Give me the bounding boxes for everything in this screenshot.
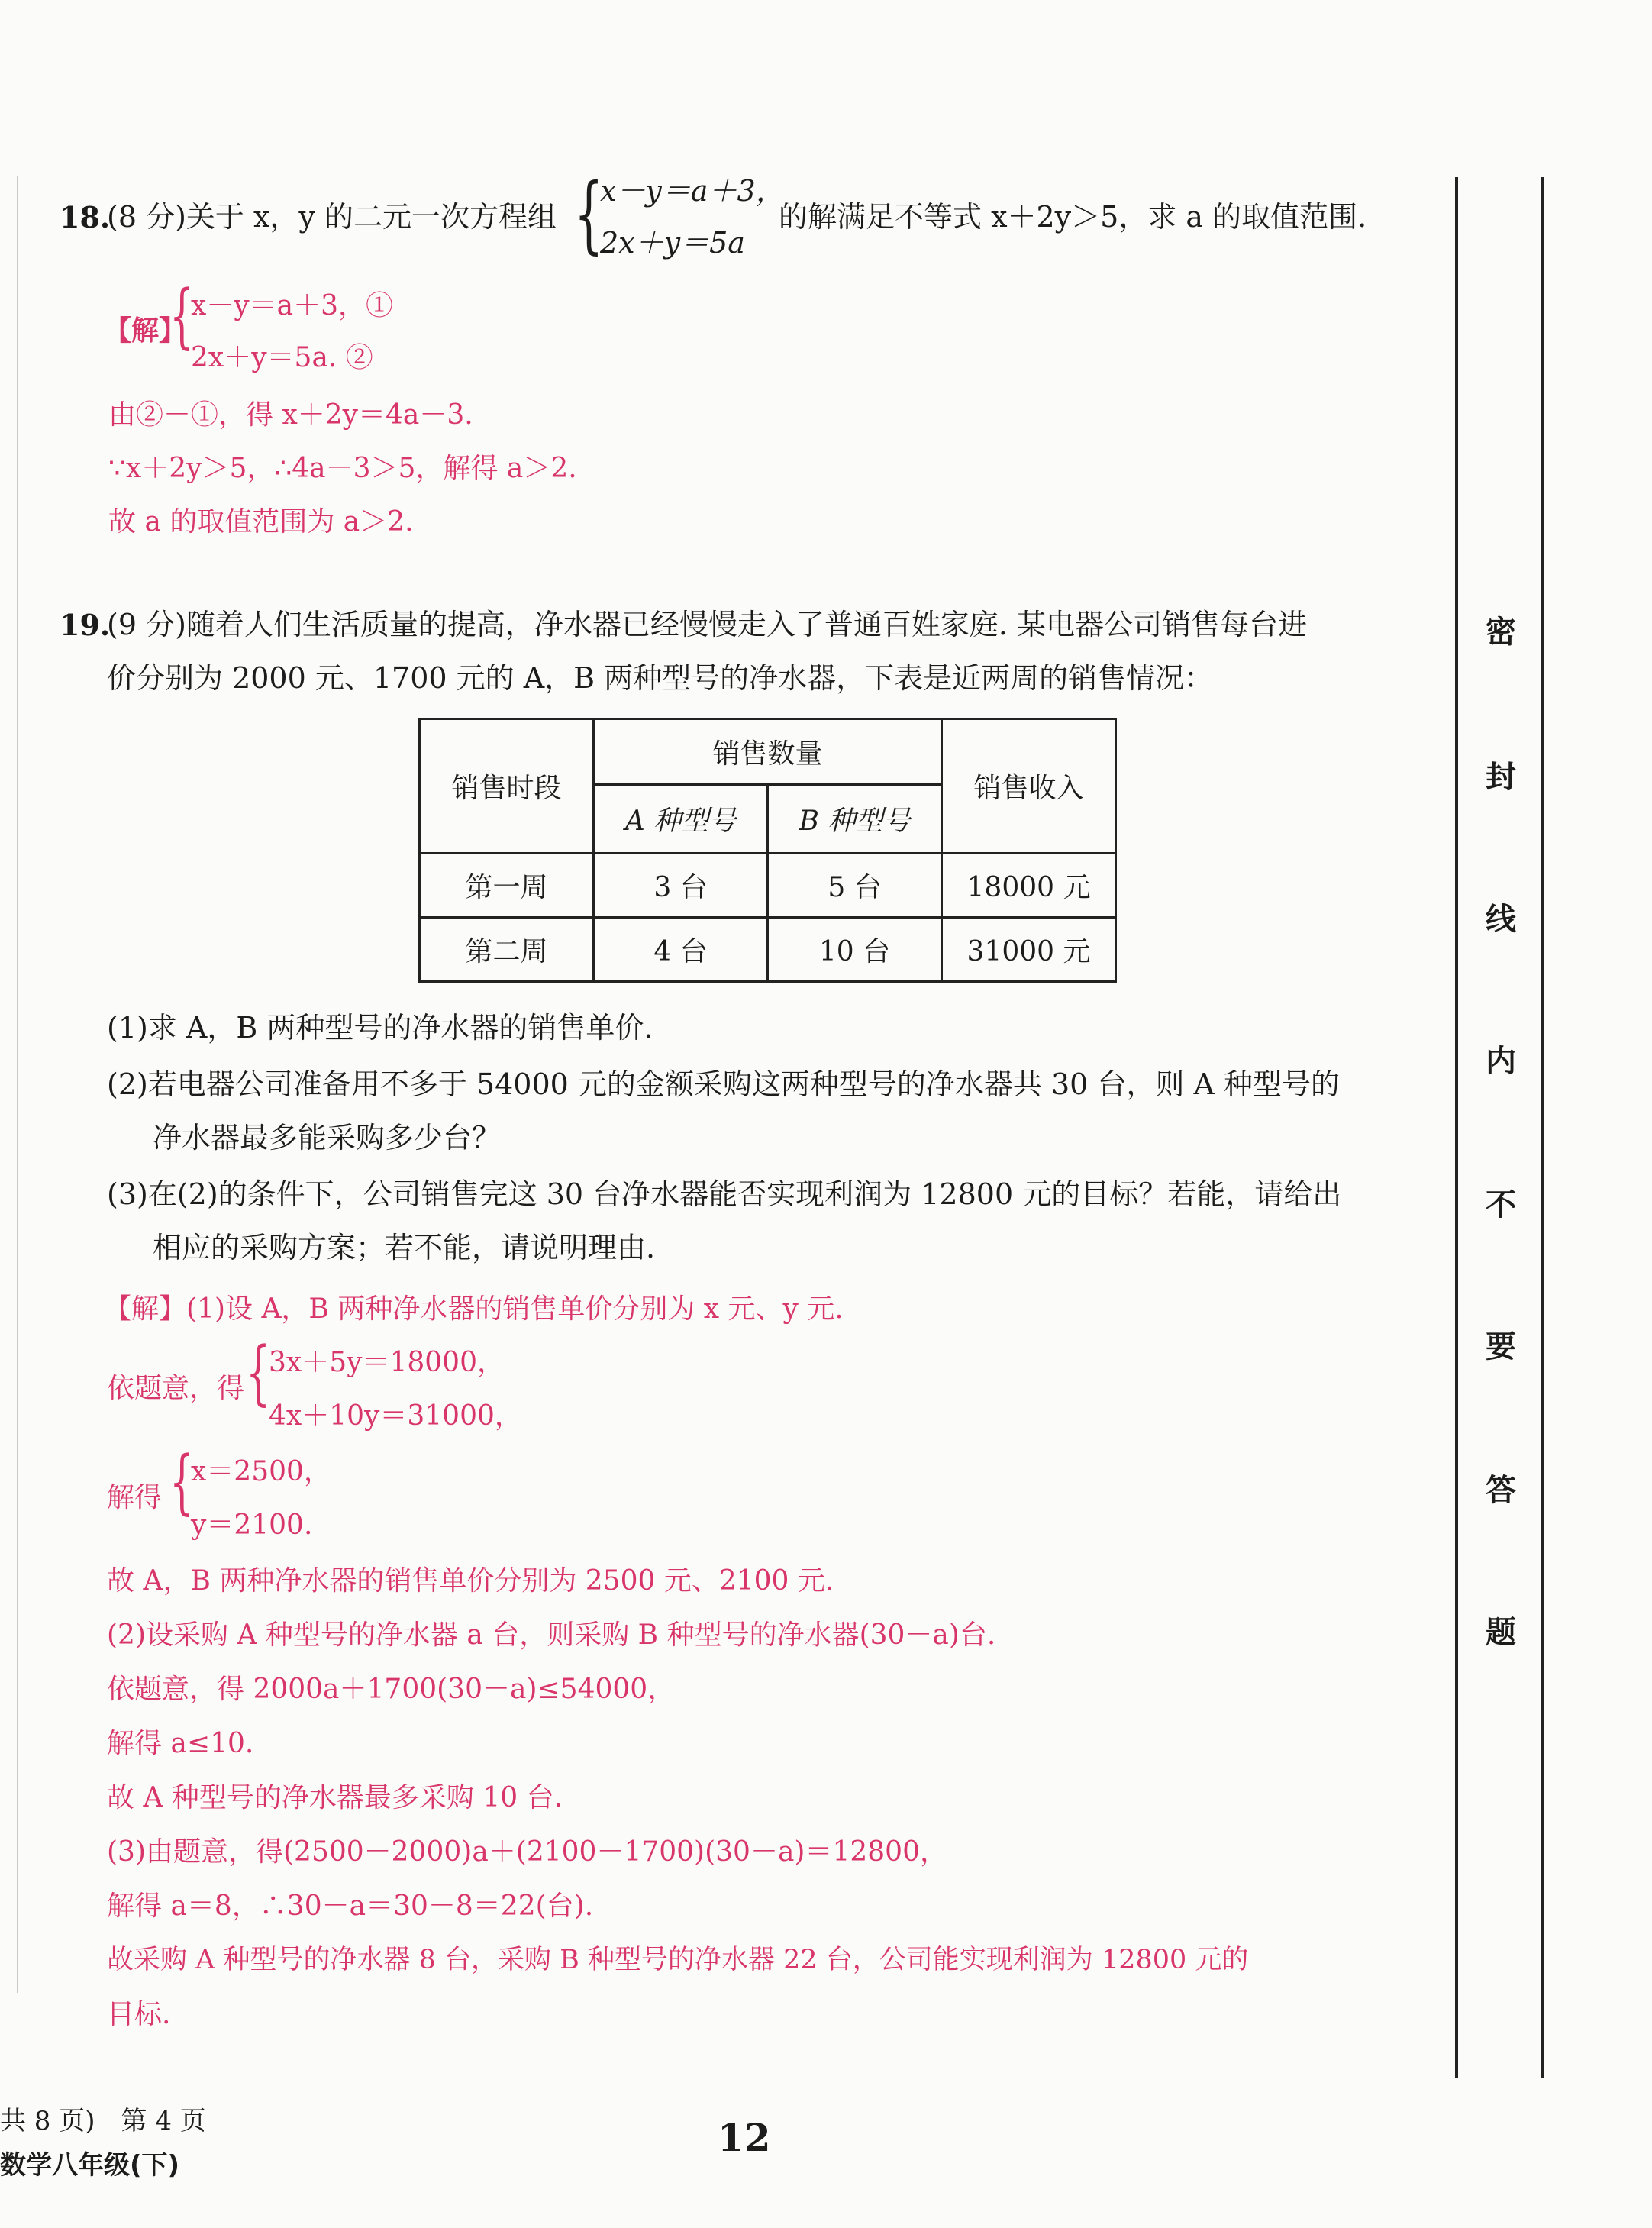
a19-line-8: 解得 a＝8，∴30－a＝30－8＝22(台). — [107, 1891, 594, 1922]
seal-char: 题 — [1486, 1615, 1516, 1650]
q19-part-2a: (2)若电器公司准备用不多于 54000 元的金额采购这两种型号的净水器共 30 台，则 A 种型号的 — [107, 1067, 1340, 1101]
a19-line-3: (2)设采购 A 种型号的净水器 a 台，则采购 B 种型号的净水器(30－a)台. — [107, 1619, 996, 1651]
cell-period: 第一周 — [420, 854, 594, 918]
cell-income: 18000 元 — [942, 854, 1116, 918]
a19-sys1-brace: { — [246, 1332, 271, 1413]
sales-table — [418, 718, 1117, 983]
a19-sys2-label: 解得 — [107, 1482, 163, 1513]
header-type-a: A 种型号 — [594, 785, 768, 854]
cell-a: 4 台 — [594, 918, 768, 982]
header-type-b: B 种型号 — [768, 785, 942, 854]
seal-char: 密 — [1486, 615, 1516, 650]
header-income: 销售收入 — [942, 719, 1116, 854]
seal-char: 要 — [1486, 1329, 1516, 1364]
a19-line-5: 解得 a≤10. — [107, 1728, 254, 1759]
seal-char: 封 — [1486, 760, 1516, 795]
table-row — [420, 918, 1116, 982]
q19-line-2: 价分别为 2000 元、1700 元的 A，B 两种型号的净水器，下表是近两周的销售情况： — [107, 661, 1214, 695]
a19-line-4: 依题意，得 2000a＋1700(30－a)≤54000， — [107, 1674, 676, 1705]
a19-line-9: 故采购 A 种型号的净水器 8 台，采购 B 种型号的净水器 22 台，公司能实现利润为 12800 元的 — [107, 1945, 1249, 1975]
seal-char: 不 — [1486, 1187, 1516, 1222]
a19-line-2: 故 A，B 两种净水器的销售单价分别为 2500 元、2100 元. — [107, 1565, 834, 1597]
q19-part-2b: 净水器最多能采购多少台？ — [153, 1121, 502, 1154]
seal-line-right — [1541, 177, 1544, 2078]
a19-line-6: 故 A 种型号的净水器最多采购 10 台. — [107, 1782, 563, 1813]
q18-eq2: 2x＋y＝5a — [600, 226, 745, 260]
q19-number: 19. — [60, 608, 111, 642]
page-number: 12 — [718, 2115, 771, 2160]
q19-part-3b: 相应的采购方案；若不能，请说明理由. — [153, 1231, 656, 1264]
a19-sys1-eq2: 4x＋10y＝31000， — [269, 1400, 522, 1432]
cell-b: 5 台 — [768, 854, 942, 918]
q18-brace: { — [574, 165, 604, 263]
a18-tag: 【解】 — [104, 315, 187, 347]
q19-part-1: (1)求 A，B 两种型号的净水器的销售单价. — [107, 1011, 653, 1045]
seal-char: 答 — [1486, 1473, 1516, 1508]
a19-line-7: (3)由题意，得(2500－2000)a＋(2100－1700)(30－a)＝12800， — [107, 1836, 947, 1868]
a19-line-10: 目标. — [107, 1999, 171, 2030]
q19-part-3a: (3)在(2)的条件下，公司销售完这 30 台净水器能否实现利润为 12800 元的目标？若能，请给出 — [107, 1177, 1342, 1211]
seal-char: 内 — [1486, 1044, 1516, 1079]
a18-brace: { — [169, 275, 195, 357]
a18-eq2: 2x＋y＝5a. ② — [191, 342, 373, 373]
seal-line-left — [1455, 177, 1458, 2078]
q18-eq1: x－y＝a＋3， — [600, 174, 785, 208]
a19-line-1: 【解】(1)设 A，B 两种净水器的销售单价分别为 x 元、y 元. — [104, 1293, 844, 1325]
q19-line-1: (9 分)随着人们生活质量的提高，净水器已经慢慢走入了普通百姓家庭. 某电器公司销售每台进 — [107, 608, 1308, 641]
q18-prefix: (8 分)关于 x，y 的二元一次方程组 — [107, 200, 557, 234]
header-quantity: 销售数量 — [594, 719, 942, 785]
a19-sys2-brace: { — [169, 1441, 195, 1522]
a18-eq1: x－y＝a＋3，① — [191, 290, 394, 321]
left-margin-line — [17, 176, 18, 1993]
a18-line-3: 故 a 的取值范围为 a＞2. — [108, 506, 414, 538]
header-period: 销售时段 — [420, 719, 594, 854]
a18-line-2: ∵x＋2y＞5，∴4a－3＞5，解得 a＞2. — [108, 453, 577, 484]
footer-pages: 共 8 页) 第 4 页 — [0, 2106, 206, 2136]
a19-sys1-label: 依题意，得 — [107, 1373, 245, 1404]
cell-a: 3 台 — [594, 854, 768, 918]
a19-sys2-eq1: x＝2500， — [191, 1456, 331, 1487]
table-row — [420, 854, 1116, 918]
cell-income: 31000 元 — [942, 918, 1116, 982]
a19-sys2-eq2: y＝2100. — [191, 1510, 313, 1541]
cell-period: 第二周 — [420, 918, 594, 982]
seal-char: 线 — [1486, 902, 1516, 937]
a18-line-1: 由②－①，得 x＋2y＝4a－3. — [108, 399, 473, 431]
q18-number: 18. — [60, 200, 111, 234]
cell-b: 10 台 — [768, 918, 942, 982]
q18-suffix: 的解满足不等式 x＋2y＞5，求 a 的取值范围. — [779, 200, 1367, 234]
footer-subject: 数学八年级(下) — [0, 2150, 180, 2181]
a19-sys1-eq1: 3x＋5y＝18000， — [269, 1347, 505, 1378]
